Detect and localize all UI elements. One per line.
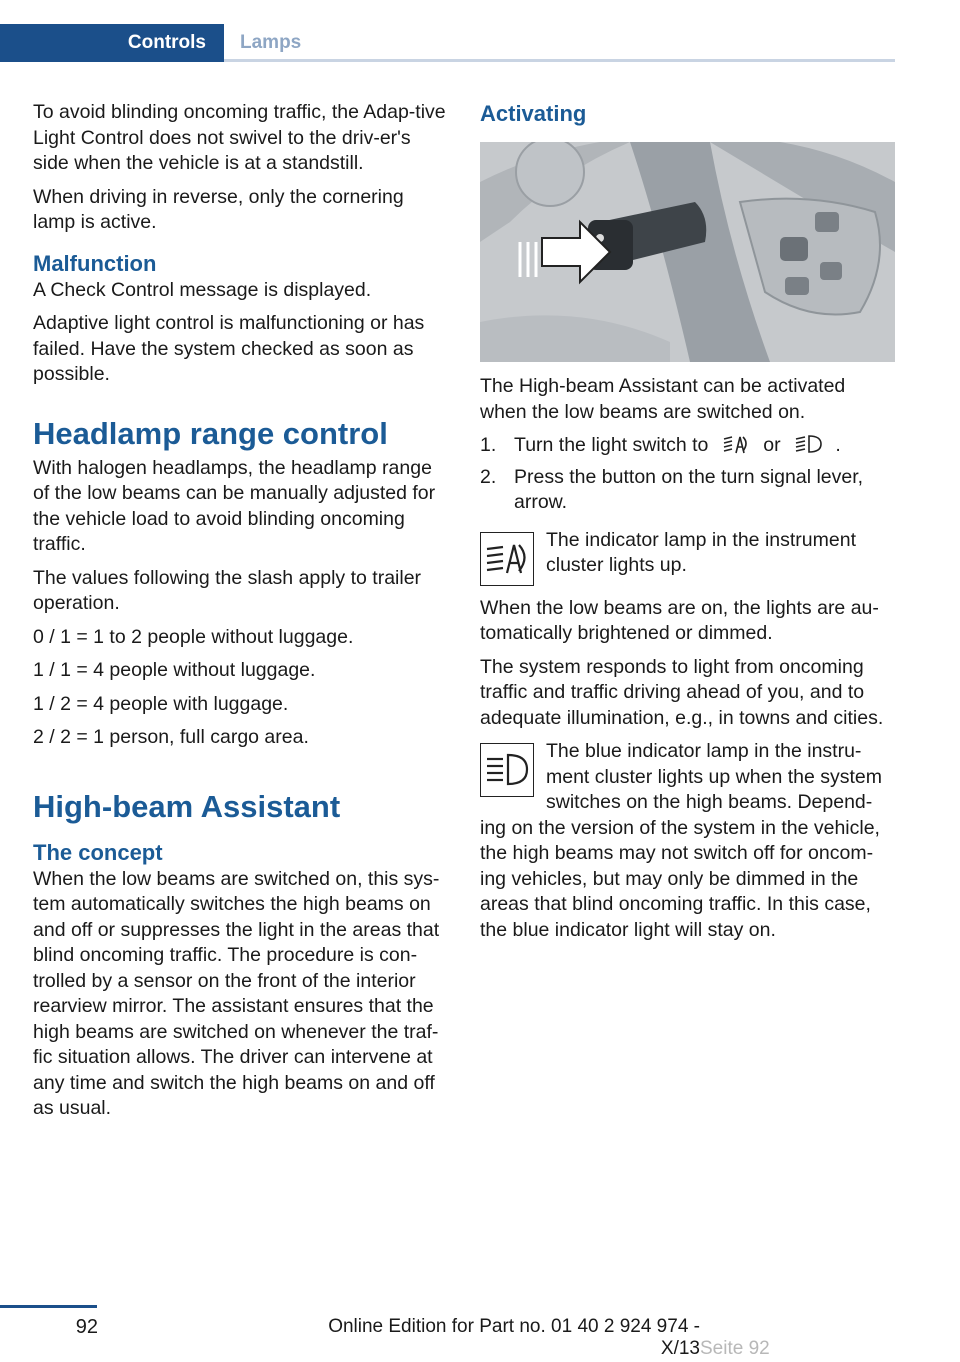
- right-column: [480, 100, 897, 951]
- blue-indicator-note-text: The blue indicator lamp in the instru‐ment cluster lights up when the system switches on the high beams. Depend‐ing on the version of the system in the vehicle, the high beams may not switch off for oncom‐ing vehicles, but may only be dimmed in the areas that blind oncoming traffic. In this case, the blue indicator light will stay on.: [480, 740, 882, 941]
- indicator-note-text: The indicator lamp in the instrument cluster lights up.: [546, 528, 856, 576]
- step-1-text-before: Turn the light switch to: [514, 434, 709, 456]
- page-header: [0, 24, 895, 62]
- step-number: 2.: [480, 465, 497, 488]
- range-value-3: 1 / 2 = 4 people with luggage.: [33, 692, 289, 715]
- range-paragraph-2: The values following the slash apply to trailer operation.: [33, 566, 422, 614]
- intro-paragraph-1: To avoid blinding oncoming traffic, the Adap‐tive Light Control does not swivel to the driv‐er's side when the vehicle is at a standstill.: [33, 101, 446, 174]
- step-2: [480, 465, 897, 516]
- high-beam-assistant-heading: High-beam Assistant: [33, 788, 341, 824]
- activating-paragraph: The High-beam Assistant can be activated when the low beams are switched on.: [480, 375, 846, 423]
- header-divider: [224, 59, 895, 62]
- range-value-1: 0 / 1 = 1 to 2 people without luggage.: [33, 625, 354, 648]
- malfunction-paragraph-1: A Check Control message is displayed.: [33, 278, 372, 301]
- range-paragraph-1: With halogen headlamps, the headlamp range of the low beams can be manually adjusted for the vehicle load to avoid blinding oncoming traffic.: [33, 456, 436, 555]
- indicator-note: [480, 528, 897, 588]
- step-number: 1.: [480, 434, 497, 456]
- range-value-4: 2 / 2 = 1 person, full cargo area.: [33, 726, 309, 748]
- section-tab-controls: [0, 24, 224, 62]
- range-value-2: 1 / 1 = 4 people without luggage.: [33, 659, 316, 681]
- automatic-headlight-control-icon: [722, 433, 750, 455]
- intro-paragraph-2: When driving in reverse, only the cornering lamp is active.: [33, 185, 404, 233]
- left-column: [33, 100, 448, 1130]
- step-1-text-after: .: [835, 434, 841, 456]
- activating-heading: Activating: [480, 101, 587, 126]
- blue-indicator-note: [480, 739, 897, 943]
- malfunction-paragraph-2: Adaptive light control is malfunctioning or has failed. Have the system checked as soon as possible.: [33, 312, 425, 385]
- concept-paragraph: When the low beams are switched on, this sys‐tem automatically switches the high beams on and off or suppresses the light in the areas that blind oncoming traffic. The procedure is con‐trolled by a sensor on the front of the interior rearview mirror. The assistant ensures that the high beams are switched on whenever the traf‐fic situation allows. The driver can intervene at any time and switch the high beams on and off as usual.: [33, 867, 440, 1119]
- section-tab-label: Controls: [127, 32, 206, 53]
- footer-rule: [0, 1305, 97, 1308]
- section-tab-lamps: Lamps: [240, 32, 302, 53]
- activation-steps: [480, 433, 897, 516]
- edition-footer: Online Edition for Part no. 01 40 2 924 974 - X/13: [328, 1316, 700, 1359]
- step-1-text-middle: or: [763, 434, 781, 456]
- headlamp-range-heading: Headlamp range control: [33, 415, 388, 451]
- steering-wheel-lever-illustration: [480, 142, 895, 362]
- high-beam-assistant-indicator-icon: [480, 532, 534, 586]
- watermark-text: Seite 92: [700, 1338, 770, 1359]
- auto-paragraph-1: When the low beams are on, the lights are au‐tomatically brightened or dimmed.: [480, 596, 879, 644]
- high-beam-indicator-icon: [480, 743, 534, 797]
- concept-heading: The concept: [33, 839, 163, 865]
- malfunction-heading: Malfunction: [33, 250, 157, 276]
- step-1: [480, 433, 897, 459]
- page-number: 92: [75, 1316, 98, 1338]
- step-2-text: Press the button on the turn signal lever, arrow.: [514, 465, 864, 513]
- low-beam-icon: [794, 433, 822, 455]
- auto-paragraph-2: The system responds to light from oncoming traffic and traffic driving ahead of you, and to adequate illumination, e.g., in towns and cities.: [480, 655, 884, 729]
